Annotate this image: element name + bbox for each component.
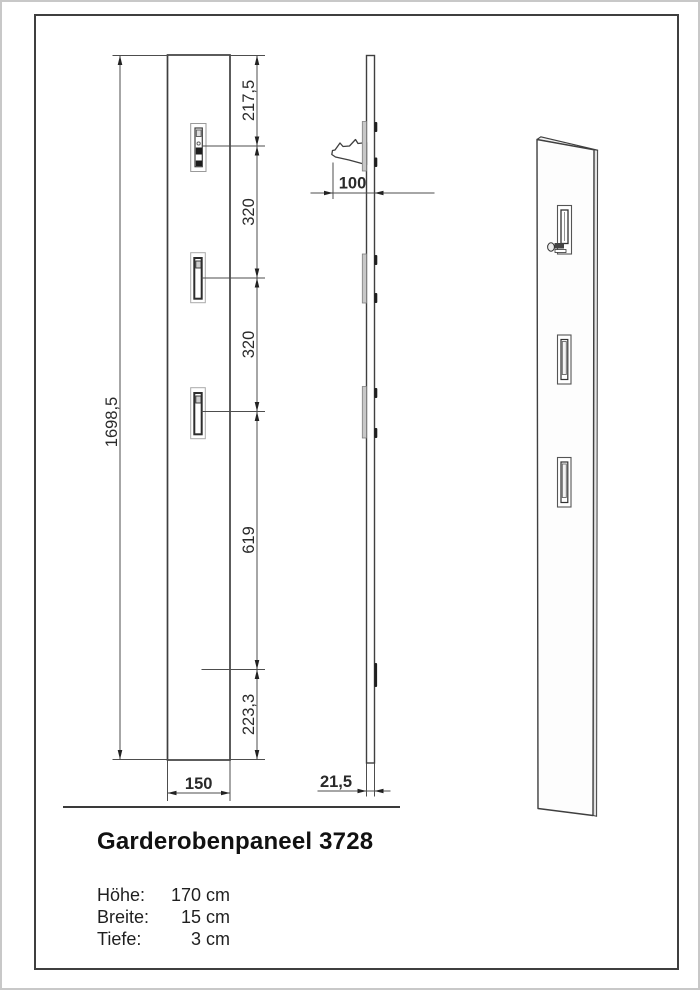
side-panel-outline bbox=[367, 56, 375, 764]
side-bottom-bracket bbox=[374, 663, 377, 687]
segment-label-5: 223,3 bbox=[240, 693, 258, 736]
width-label: 150 bbox=[184, 775, 213, 793]
perspective-hook-slot-3 bbox=[558, 458, 572, 508]
spec-value-height: 170 cm bbox=[170, 885, 230, 905]
segment-label-3: 320 bbox=[240, 330, 258, 359]
spec-list bbox=[97, 884, 230, 950]
perspective-hook-knob bbox=[548, 243, 555, 251]
spec-value-width: 15 cm bbox=[180, 907, 230, 927]
front-overall-height-dimension bbox=[103, 56, 122, 760]
front-view bbox=[103, 55, 265, 801]
spec-value-depth: 3 cm bbox=[190, 929, 230, 949]
spec-label-depth: Tiefe: bbox=[97, 929, 142, 949]
side-coat-hook bbox=[332, 140, 367, 165]
spec-label-height: Höhe: bbox=[97, 885, 146, 905]
segment-label-4: 619 bbox=[240, 526, 258, 554]
side-mounting-plates bbox=[362, 122, 366, 439]
spec-row-height bbox=[97, 884, 230, 906]
spec-row-width bbox=[97, 906, 230, 928]
side-view bbox=[311, 56, 434, 797]
product-title: Garderobenpaneel 3728 bbox=[97, 828, 374, 855]
perspective-hook-slot-2 bbox=[558, 335, 572, 384]
overall-height-label: 1698,5 bbox=[103, 396, 121, 448]
perspective-hook-arm bbox=[555, 243, 565, 249]
front-width-dimension bbox=[168, 775, 231, 795]
side-thickness-dimension bbox=[318, 764, 390, 796]
hook-depth-label: 100 bbox=[338, 174, 367, 193]
segment-label-1: 217,5 bbox=[240, 79, 258, 122]
front-hook-slot-1 bbox=[191, 124, 206, 172]
perspective-view bbox=[537, 137, 598, 817]
title-separator-line bbox=[63, 806, 400, 808]
thickness-label: 21,5 bbox=[319, 773, 353, 791]
segment-label-2: 320 bbox=[240, 198, 258, 226]
front-hook-slot-3 bbox=[191, 388, 206, 439]
spec-row-depth bbox=[97, 928, 230, 950]
spec-label-width: Breite: bbox=[97, 907, 150, 927]
front-segment-dimension-chain bbox=[240, 56, 259, 760]
